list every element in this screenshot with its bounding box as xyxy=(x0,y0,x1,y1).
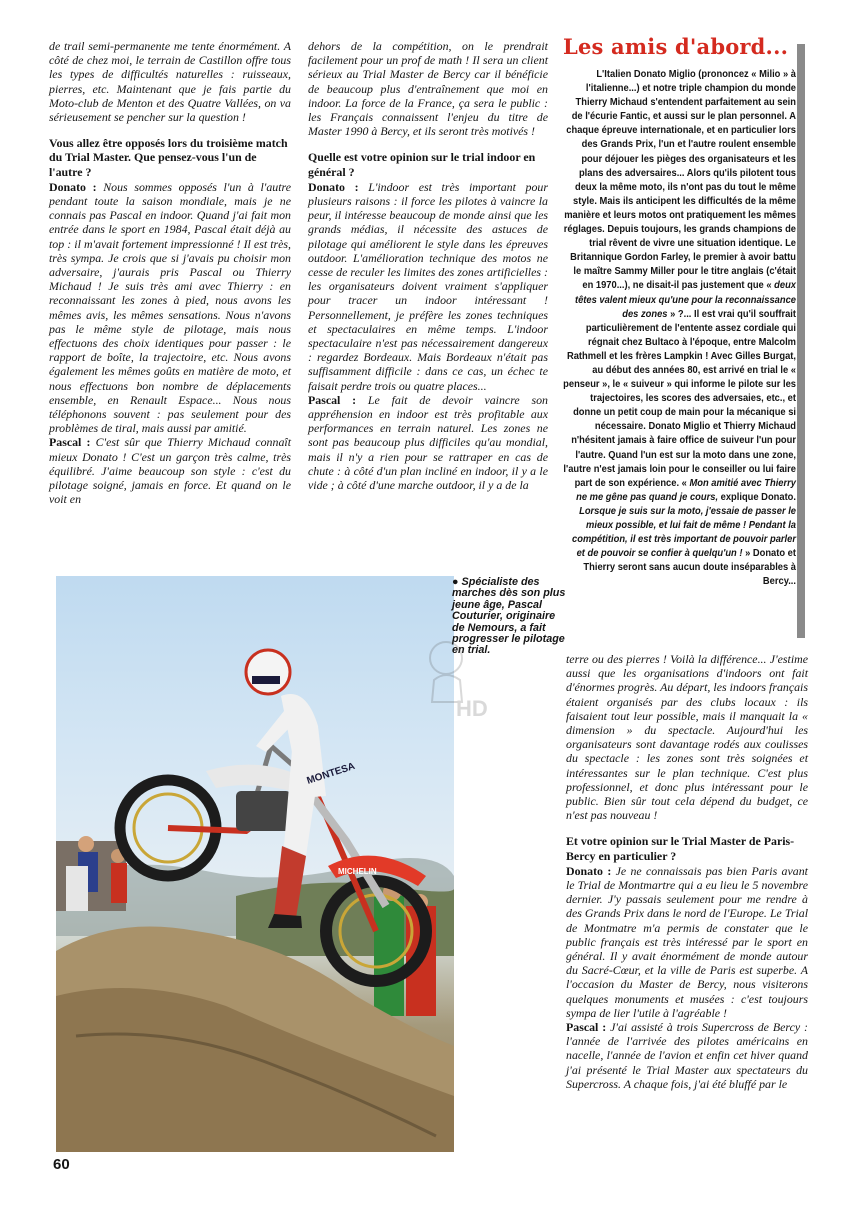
answer-paragraph xyxy=(49,435,291,506)
trial-rider-photo xyxy=(56,576,454,1152)
answer-text: Je ne connaissais pas bien Paris avant le Trial de Montmartre qui a eu lieu le 5 novembre dernier. J'y passais seulement pour me rendre à des Grands Prix dans le nord de l'Europe. Le Trial de Montmatre m'a permis de constater que le public français est très intéressé par le sport en général. Il y avait énormément de monde autour du Sacré-Cœur, et la ville de Paris est superbe. A l'occasion du Master de Bercy, nous visiterons quelques monuments et musées : c'est toujours sympa de lier l'utile à l'agréable ! xyxy=(566,863,808,1020)
page-number: 60 xyxy=(53,1156,70,1173)
answer-paragraph xyxy=(308,393,548,492)
speaker-label: Donato : xyxy=(49,179,97,194)
interview-question: Vous allez être opposés lors du troisième match du Trial Master. Que pensez-vous l'un de l'autre ? xyxy=(49,136,288,179)
answer-text: L'indoor est très important pour plusieurs raisons : il force les pilotes à vaincre la peur, il intéresse beaucoup de monde ainsi que les grands médias, il nécessite des astuces de pilotage qui améliorent le style dans les épreuves outdoor. L'amélioration technique des motos ne cesse de reculer les limites des zones artificielles : les organisateurs doivent vraiment s'appliquer pour tracer un indoor intéressant ! Personnellement, je préfère les zones techniques et spectaculaires en même temps. L'indoor spectaculaire n'est pas nécessairement dangereux : regardez Bordeaux. Mais Bordeaux n'était pas suffisamment difficile : dans ce cas, un échec te faisait perdre trois ou quatre places... xyxy=(308,179,548,393)
speaker-label: Donato : xyxy=(566,863,612,878)
interview-question: Et votre opinion sur le Trial Master de Paris-Bercy en particulier ? xyxy=(566,834,795,863)
answer-text: Nous sommes opposés l'un à l'autre pendant toute la saison mondiale, mais je ne connais pas Pascal en indoor. Quand j'ai fait mon entrée dans le sport en 1984, Pascal était déjà au top : il m'avait fortement impressionné ! Il est très, très sympa. Je crois que si j'avais pu choisir mon adversaire, j'aurais pris Pascal ou Thierry Michaud ! Je suis très ami avec Thierry : en reconnaissant les zones à pied, nous avons les mêmes avis, les mêmes sensations. Nous n'avons pas le même style de pilotage, mais nous effectuons des choix identiques pour passer : le rapport de boîte, la trajectoire, etc. Nous avons également les mêmes goûts en matière de moto, et nous effectuons bon nombre de déplacements ensemble, en Renault Espace... Nous nous téléphonons souvent : pas seulement pour des problèmes de tiral, mais aussi par amitié. xyxy=(49,179,291,436)
watermark-text: HD xyxy=(456,696,488,721)
sidebar-text-run: L'Italien Donato Miglio (prononcez « Milio » à l'italienne...) et notre triple champion du monde Thierry Michaud s'entendent parfaitement au sein de l'écurie Fantic, et aussi sur le plan personnel. A chaque épreuve internationale, et en particulier lors des Grands Prix, l'un et l'autre roulent ensemble pour déjouer les pièges des organisateurs et les plans des adversaires... Alors qu'ils pilotent tous deux la même moto, ils n'ont pas du tout le même style. Mais ils anticipent les difficultés de la même manière et leurs motos ont pratiquement les mêmes réglages. Depuis toujours, les grands champions de trial rêvent de vivre une situation identique. Le Britannique Gordon Farley, le premier à avoir battu le maître Sammy Miller pour le titre anglais (c'était en 1970...), ne disait-il pas justement que « xyxy=(563,69,796,292)
answer-text: C'est sûr que Thierry Michaud connaît mieux Donato ! C'est un garçon très calme, très équilibré. J'aime beaucoup son style : c'est du pilotage soigné, jamais en force. Et quand on le voit en xyxy=(49,435,291,507)
article-column-1 xyxy=(49,39,291,507)
speaker-label: Pascal : xyxy=(49,435,91,450)
article-column-2 xyxy=(308,39,548,492)
paragraph: de trail semi-permanente me tente énormément. A côté de chez moi, le terrain de Castillon offre tous les types de difficultés naturelles : ruisseaux, pierres, etc. Maintenant que je fais partie du Moto-club de Menton et des Quatre Vallées, on va sérieusement se pencher sur la question ! xyxy=(49,39,291,125)
sidebar-quote: deux têtes valent mieux qu'une pour la reconnaissance des zones xyxy=(574,280,796,320)
fender-sponsor-text: MONTESA xyxy=(305,760,357,787)
speaker-label: Donato : xyxy=(308,179,359,194)
tank-sponsor-text: MICHELIN xyxy=(338,867,377,876)
interview-question: Quelle est votre opinion sur le trial indoor en général ? xyxy=(308,150,536,179)
answer-paragraph xyxy=(49,180,291,436)
sidebar-text-run: » Donato et Thierry seront sans aucun doute inséparables à Bercy... xyxy=(583,548,796,588)
sidebar-text xyxy=(563,68,796,589)
caption-bullet: ● xyxy=(452,576,459,588)
article-column-3 xyxy=(566,652,808,1091)
sidebar-quote: Mon amitié avec Thierry ne me gêne pas quand je cours, xyxy=(576,477,796,503)
paragraph: terre ou des pierres ! Voilà la différence... J'estime aussi que les organisations d'indoors ont fait d'énormes progrès. Au départ, les indoors français étaient organisés par des clubs locaux : ils faisaient tout leur possible, mais il manquait la « dimension » du spectacle. Aujourd'hui les organisateurs sont davantage rodés aux coulisses du spectacle : les zones sont très soignées et intéressantes sur le plan technique. C'est plus professionnel, et donc plus intéressant pour le public. Bien sûr tout cela dépend du budget, ce n'est pas nouveau ! xyxy=(566,652,808,823)
paragraph: dehors de la compétition, on le prendrait facilement pour un prof de math ! Il sera un client sérieux au Trial Master de Bercy car il bénéficie de beaucoup plus d'entraînement que moi en indoor. La force de la France, ça sera le public : les Français connaissent l'enjeu du titre de Master 1990 à Bercy, et ils seront très motivés ! xyxy=(308,39,548,139)
answer-text: Le fait de devoir vaincre son appréhension en indoor est très profitable aux performances en terrain naturel. Les zones ne sont pas beaucoup plus difficiles qu'au mondial, mais il n'y a rien pour se rattraper en cas de chute : à côté d'un plan incliné en indoor, il y a le vide ; à côté d'une marche outdoor, il y a de la xyxy=(308,392,548,493)
answer-paragraph xyxy=(566,864,808,1020)
sidebar-text-run: » ?... Il est vrai qu'il souffrait particulièrement de l'entente assez cordiale qui régnait chez Bultaco à l'époque, entre Malcolm Rathmell et les frères Lampkin ! Avec Gilles Burgat, au début des années 80, est arrivé en trial le « penseur », le « suiveur » qui informe le pilote sur les trajectoires, les scores des adversaies, etc., et donne un petit coup de main pour la mécanique si nécessaire. Donato Miglio et Thierry Michaud n'hésitent jamais à faire office de suiveur l'un pour l'autre. Quand l'un est sur la moto dans une zone, l'autre n'est jamais loin pour le conseiller ou lui faire part de son expérience. « xyxy=(563,308,796,489)
photo-illustration xyxy=(56,576,454,1152)
sidebar-text-run: explique Donato. xyxy=(720,491,796,503)
sidebar-shadow-bar xyxy=(797,44,805,638)
answer-paragraph xyxy=(566,1020,808,1091)
speaker-label: Pascal : xyxy=(566,1020,607,1035)
sidebar-quote: Lorsque je suis sur la moto, j'essaie de passer le mieux possible, et lui fait de même ! Pendant la compétition, il est très important de pouvoir parler et de pouvoir se confier à quelqu'un ! xyxy=(572,505,796,560)
caption-text: Spécialiste des marches dès son plus jeune âge, Pascal Couturier, originaire de Nemours, a fait progresser le pilotage en trial. xyxy=(452,576,566,657)
speaker-label: Pascal : xyxy=(308,392,357,407)
sidebar-title: Les amis d'abord... xyxy=(563,34,789,59)
sidebar-box xyxy=(563,35,796,589)
answer-paragraph xyxy=(308,180,548,393)
watermark-logo xyxy=(424,632,494,724)
answer-text: J'ai assisté à trois Supercross de Bercy : l'année de l'arrivée des pilotes américains en nacelle, l'année de l'avion et enfin cet hiver quand j'ai présenté le Trial Master aux spectateurs du Supercross. A chaque fois, j'ai été bluffé par le xyxy=(566,1020,808,1091)
